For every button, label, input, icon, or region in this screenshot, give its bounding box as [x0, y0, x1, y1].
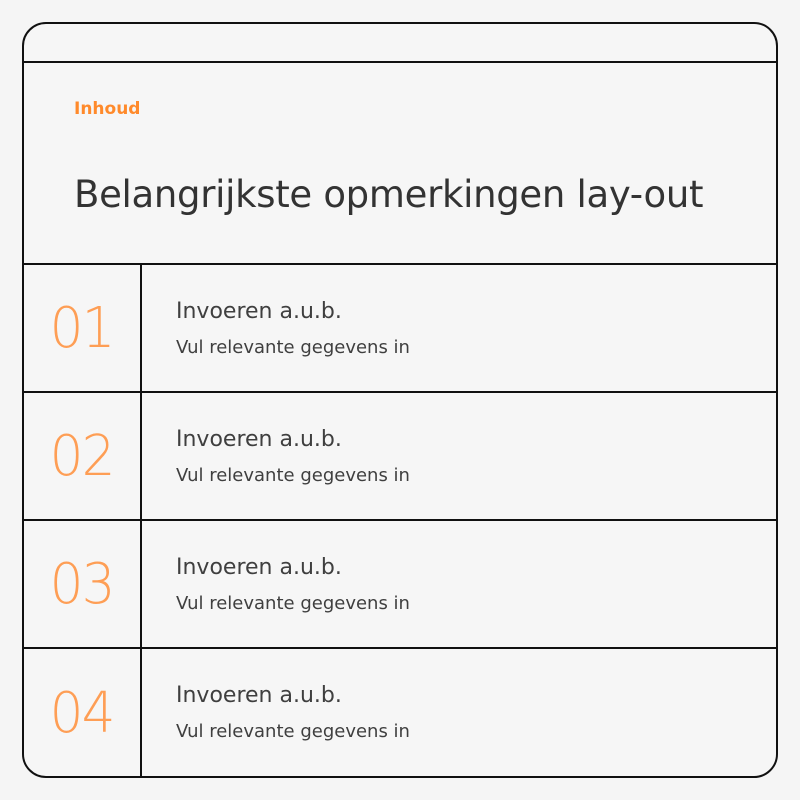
contents-header [24, 63, 776, 265]
list-item[interactable] [24, 649, 776, 778]
item-number: 01 [50, 295, 114, 361]
contents-list [24, 265, 776, 776]
list-item[interactable] [24, 521, 776, 649]
item-subtitle[interactable]: Vul relevante gegevens in [176, 721, 410, 742]
item-number-cell [24, 265, 142, 391]
item-number-cell [24, 393, 142, 519]
item-subtitle[interactable]: Vul relevante gegevens in [176, 337, 410, 358]
contents-card [22, 22, 778, 778]
list-item[interactable] [24, 393, 776, 521]
item-number-cell [24, 521, 142, 647]
item-text-cell [142, 265, 776, 391]
item-number: 03 [50, 551, 114, 617]
top-strip [24, 24, 776, 63]
item-text-cell [142, 521, 776, 647]
item-text-cell [142, 393, 776, 519]
item-number: 04 [50, 681, 114, 746]
item-title[interactable]: Invoeren a.u.b. [176, 683, 342, 708]
page-title: Belangrijkste opmerkingen lay-out [74, 173, 704, 216]
item-title[interactable]: Invoeren a.u.b. [176, 427, 342, 452]
item-number-cell [24, 649, 142, 778]
item-number: 02 [50, 423, 114, 489]
item-title[interactable]: Invoeren a.u.b. [176, 555, 342, 580]
section-eyebrow: Inhoud [74, 99, 141, 119]
item-title[interactable]: Invoeren a.u.b. [176, 299, 342, 324]
item-subtitle[interactable]: Vul relevante gegevens in [176, 593, 410, 614]
item-subtitle[interactable]: Vul relevante gegevens in [176, 465, 410, 486]
item-text-cell [142, 649, 776, 778]
list-item[interactable] [24, 265, 776, 393]
